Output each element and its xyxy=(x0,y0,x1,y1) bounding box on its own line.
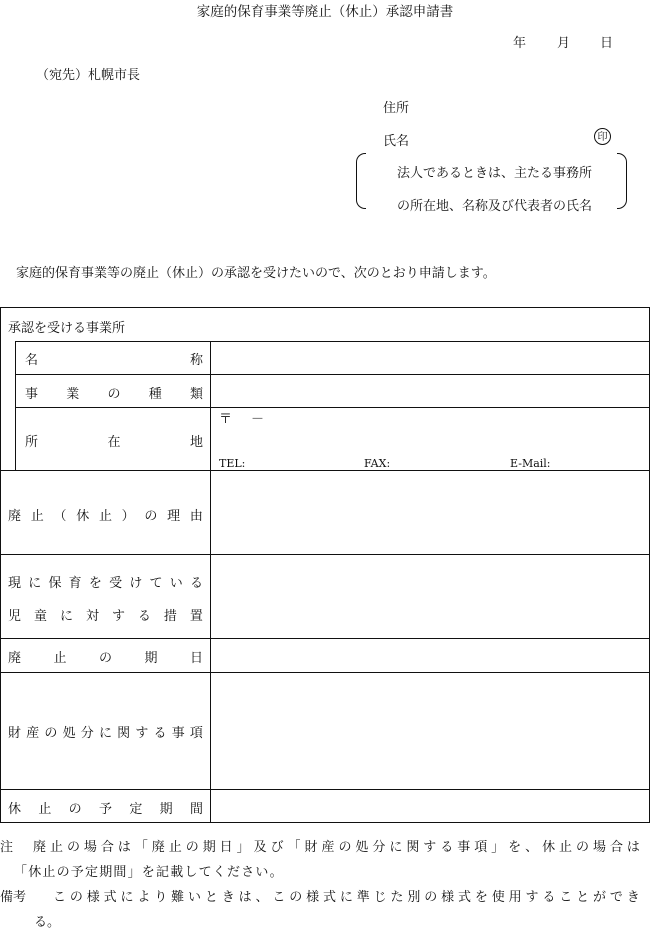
bracket-left xyxy=(356,153,366,209)
table-line xyxy=(15,341,650,342)
bracket-right xyxy=(617,153,627,209)
table-line xyxy=(0,672,650,673)
business-type-label: 事 業 の 種 類 xyxy=(25,387,203,402)
remark-line2: る。 xyxy=(34,915,61,930)
corporate-note-line1: 法人であるときは、主たる事務所 xyxy=(397,166,593,181)
date-year: 年 xyxy=(513,36,527,51)
table-line xyxy=(0,638,650,639)
addressee: （宛先）札幌市長 xyxy=(36,68,141,83)
table-border-bottom xyxy=(0,822,650,823)
remark-head: 備考 xyxy=(0,890,27,905)
postal-mark: 〒 xyxy=(219,412,233,427)
table-border-left xyxy=(0,307,1,823)
note-head: 注 xyxy=(0,840,14,855)
table-label-divider xyxy=(210,341,211,822)
section-label: 承認を受ける事業所 xyxy=(8,321,126,336)
note-line1: 廃 止 の 場 合 は 「 廃 止 の 期 日 」 及 び 「 財 産 の 処 分 に 関 す る 事 項 」 を 、 休 止 の 場 合 は xyxy=(33,840,640,855)
page-title: 家庭的保育事業等廃止（休止）承認申請書 xyxy=(196,4,454,20)
table-border-top xyxy=(0,307,650,308)
tel-label: TEL: xyxy=(219,457,246,470)
table-line xyxy=(15,407,650,408)
measures-label-line2: 児 童 に 対 す る 措 置 xyxy=(8,609,203,624)
address-label: 住所 xyxy=(383,101,410,116)
table-line xyxy=(0,470,650,471)
corporate-note-line2: の所在地、名称及び代表者の氏名 xyxy=(397,199,593,214)
date-day: 日 xyxy=(600,36,614,51)
note-line2: 「休止の予定期間」を記載してください。 xyxy=(14,865,284,880)
table-line xyxy=(15,374,650,375)
location-label: 所 在 地 xyxy=(25,435,203,450)
remark-line1: こ の 様 式 に よ り 難 い と き は 、 こ の 様 式 に 準 じ た 別 の 様 式 を 使 用 す る こ と が で き xyxy=(53,890,640,905)
seal-mark xyxy=(594,128,611,145)
seal-icon: 印 xyxy=(594,128,611,145)
suspension-period-label: 休 止 の 予 定 期 間 xyxy=(8,802,203,817)
measures-label-line1: 現 に 保 育 を 受 け て い る xyxy=(8,576,203,591)
intro-text: 家庭的保育事業等の廃止（休止）の承認を受けたいので、次のとおり申請します。 xyxy=(16,266,496,281)
facility-name-label: 名 称 xyxy=(25,353,203,368)
date-month: 月 xyxy=(557,36,571,51)
fax-label: FAX: xyxy=(364,457,391,470)
postal-dash: － xyxy=(251,412,265,427)
table-inner-left xyxy=(15,341,16,470)
closure-date-label: 廃 止 の 期 日 xyxy=(8,651,203,666)
reason-label: 廃 止 （ 休 止 ） の 理 由 xyxy=(8,509,203,524)
name-label: 氏名 xyxy=(383,134,410,149)
email-label: E-Mail: xyxy=(510,457,551,470)
property-label: 財 産 の 処 分 に 関 す る 事 項 xyxy=(8,726,203,741)
table-line xyxy=(0,554,650,555)
table-line xyxy=(0,789,650,790)
